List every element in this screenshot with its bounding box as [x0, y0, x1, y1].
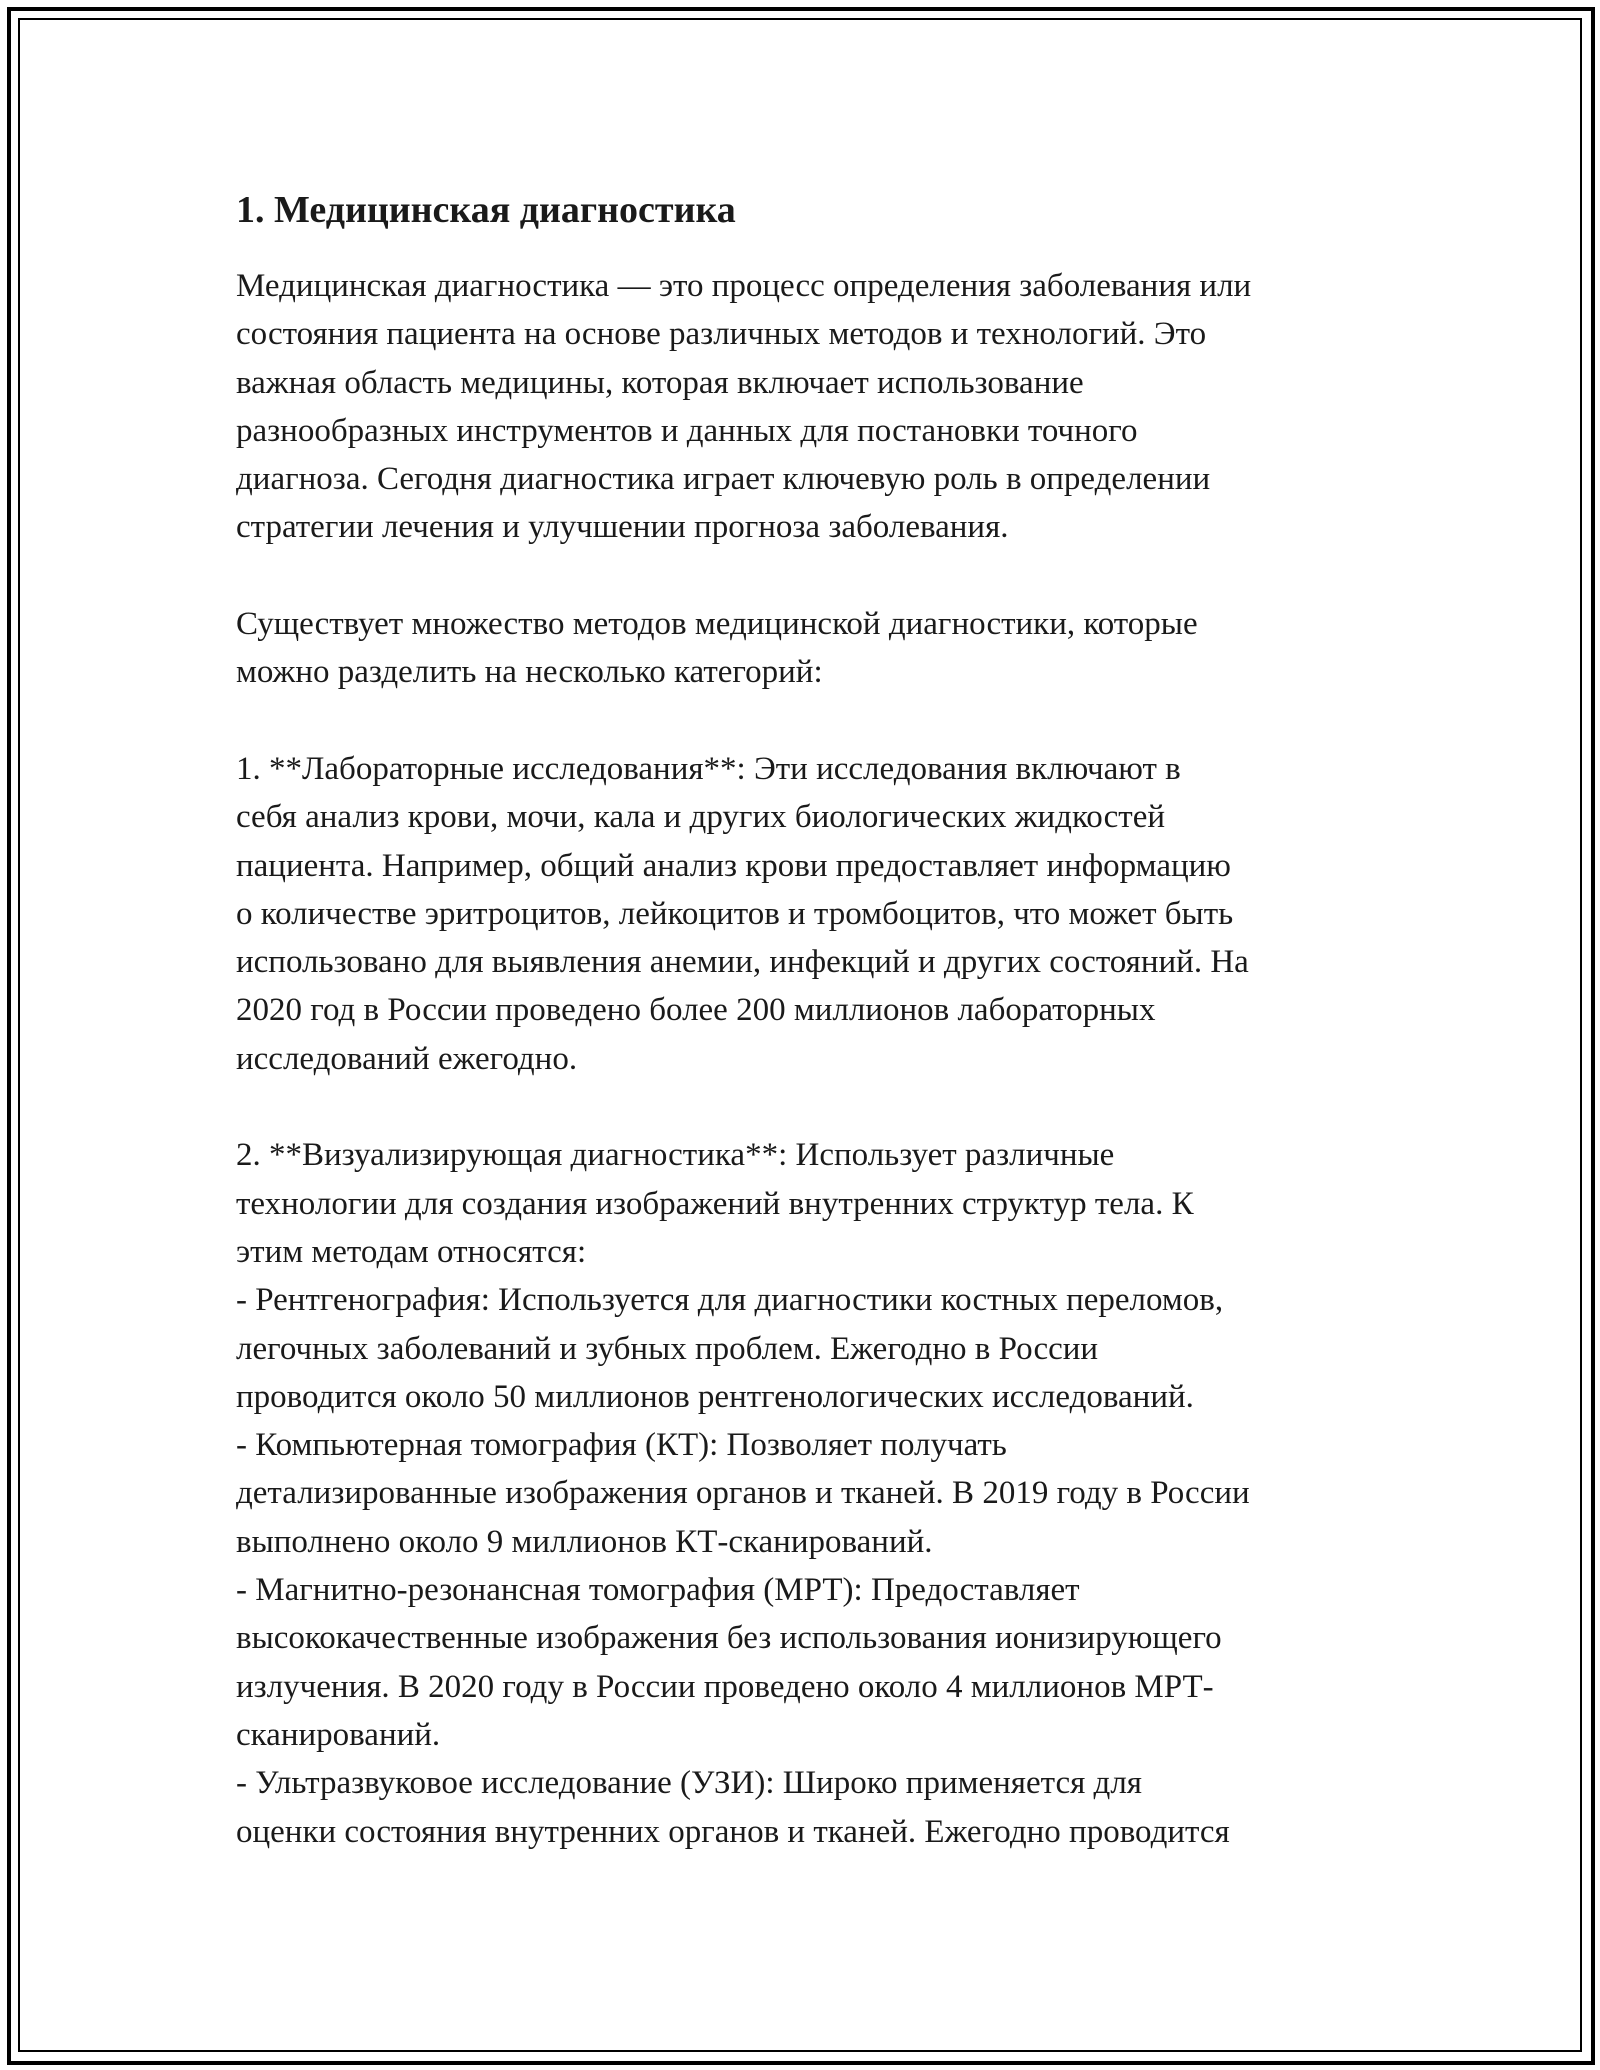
document-page [236, 186, 1386, 1856]
section-body-text: Медицинская диагностика — это процесс определения заболевания или состояния пациента на основе различных методов и технологий. Это важная область медицины, которая включает использование разнообразных инструментов и данных для постановки точного диагноза. Сегодня диагностика играет ключевую роль в определении стратегии лечения и улучшении прогноза заболевания. Существует множество методов медицинской диагностики, которые можно разделить на несколько категорий: 1. **Лабораторные исследования**: Эти исследования включают в себя анализ крови, мочи, кала и других биологических жидкостей пациента. Например, общий анализ крови предоставляет информацию о количестве эритроцитов, лейкоцитов и тромбоцитов, что может быть использовано для выявления анемии, инфекций и других состояний. На 2020 год в России проведено более 200 миллионов лабораторных исследований ежегодно. 2. **Визуализирующая диагностика**: Использует различные технологии для создания изображений внутренних структур тела. К этим методам относятся: - Рентгенография: Используется для диагностики костных переломов, легочных заболеваний и зубных проблем. Ежегодно в России проводится около 50 миллионов рентгенологических исследований. - Компьютерная томография (КТ): Позволяет получать детализированные изображения органов и тканей. В 2019 году в России выполнено около 9 миллионов КТ-сканирований. - Магнитно-резонансная томография (МРТ): Предоставляет высококачественные изображения без использования ионизирующего излучения. В 2020 году в России проведено около 4 миллионов МРТ- сканирований. - Ультразвуковое исследование (УЗИ): Широко применяется для оценки состояния внутренних органов и тканей. Ежегодно проводится [236, 268, 1252, 1850]
section-heading: 1. Медицинская диагностика [236, 189, 736, 231]
